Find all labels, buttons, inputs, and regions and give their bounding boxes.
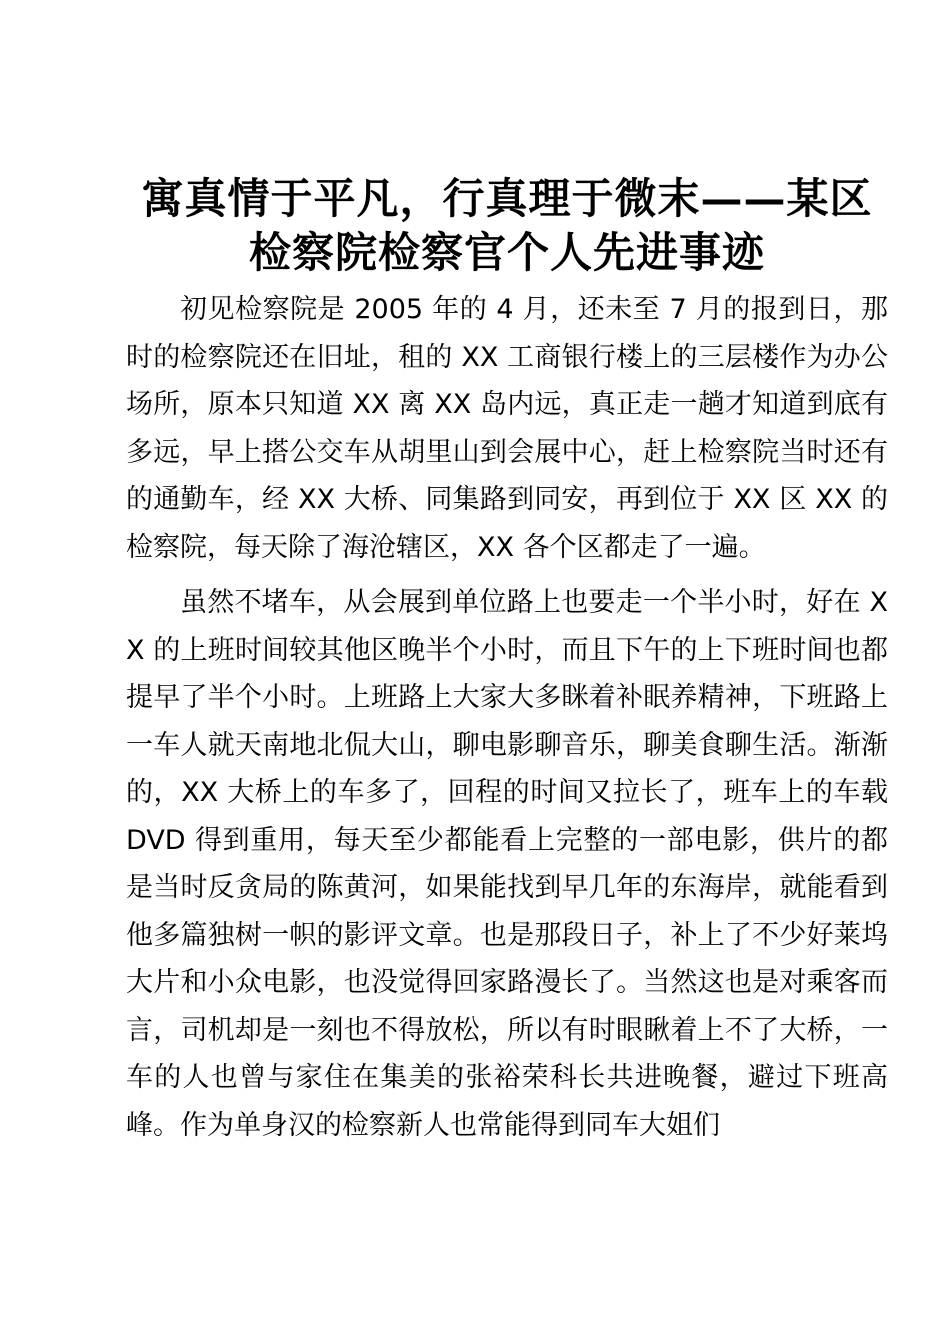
paragraph-1: 初见检察院是 2005 年的 4 月，还未至 7 月的报到日，那时的检察院还在旧址，租的 XX 工商银行楼上的三层楼作为办公场所，原本只知道 XX 离 XX 岛内远，真正走一趟才知道到底有多远，早上搭公交车从胡里山到会展中心，赶上检察院当时还有的通勤车，经 XX 大桥、同集路到同安，再到位于 XX 区 XX 的检察院，每天除了海沧辖区，XX 各个区都走了一遍。 (126, 294, 888, 563)
document-title: 寓真情于平凡，行真理于微末——某区检察院检察官个人先进事迹 (141, 174, 873, 277)
paragraph-2: 虽然不堵车，从会展到单位路上也要走一个半小时，好在 XX 的上班时间较其他区晚半个小时，而且下午的上下班时间也都提早了半个小时。上班路上大家大多眯着补眠养精神，下班路上一车人就天南地北侃大山，聊电影聊音乐，聊美食聊生活。渐渐的，XX 大桥上的车多了，回程的时间又拉长了，班车上的车载 DVD 得到重用，每天至少都能看上完整的一部电影，供片的都是当时反贪局的陈黄河，如果能找到早几年的东海岸，就能看到他多篇独树一帜的影评文章。也是那段日子，补上了不少好莱坞大片和小众电影，也没觉得回家路漫长了。当然这也是对乘客而言，司机却是一刻也不得放松，所以有时眼瞅着上不了大桥，一车的人也曾与家住在集美的张裕荣科长共进晚餐，避过下班高峰。作为单身汉的检察新人也常能得到同车大姐们 (126, 587, 888, 1141)
